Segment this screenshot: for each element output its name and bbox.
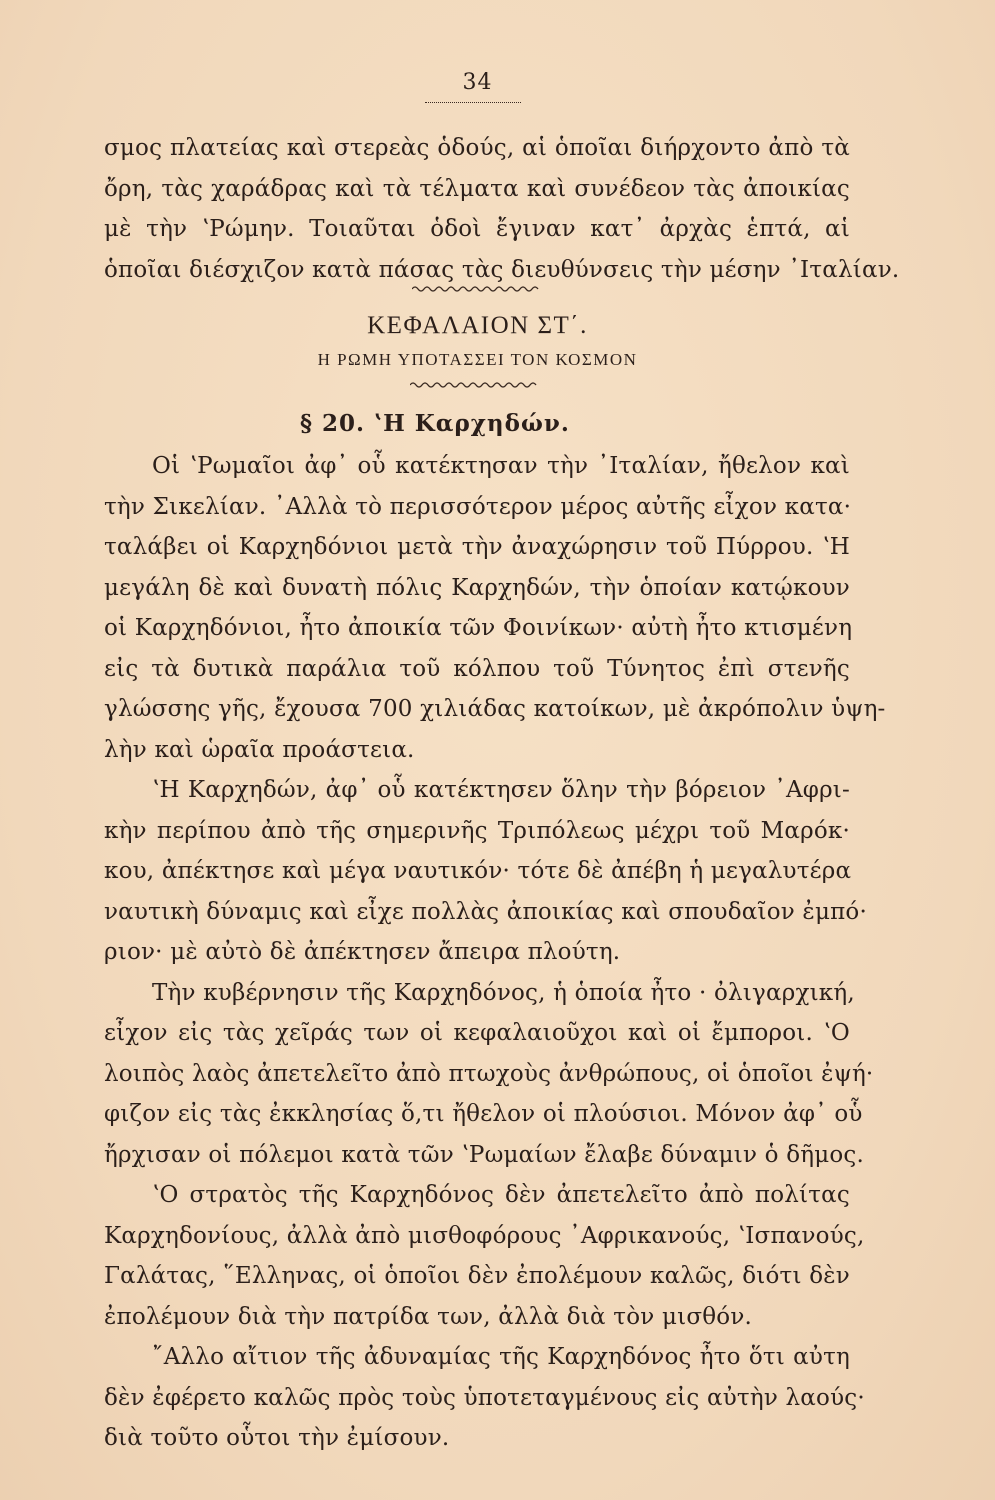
text-line: ριον· μὲ αὐτὸ δὲ ἀπέκτησεν ἄπειρα πλούτη. <box>104 939 621 965</box>
paragraph-first-line: Οἱ ʽΡωμαῖοι ἀφ᾽ οὗ κατέκτησαν τὴν ᾿Ιταλίαν, ἤθελον καὶ <box>152 453 850 479</box>
text-line: γλώσσης γῆς, ἔχουσα 700 χιλιάδας κατοίκων, μὲ ἀκρόπολιν ὑψη- <box>104 696 886 722</box>
paragraph-first-line: ʽΟ στρατὸς τῆς Καρχηδόνος δὲν ἀπετελεῖτο ἀπὸ πολίτας <box>152 1182 850 1208</box>
text-line: διὰ τοῦτο οὗτοι τὴν ἐμίσουν. <box>104 1425 450 1451</box>
text-line: Καρχηδονίους, ἀλλὰ ἀπὸ μισθοφόρους ᾿Αφρικανούς, ʽΙσπανούς, <box>104 1222 865 1249</box>
paragraph-first-line: Τὴν κυβέρνησιν τῆς Καρχηδόνος, ἡ ὁποία ἦτο · ὀλιγαρχική, <box>152 979 855 1006</box>
text-line: μεγάλη δὲ καὶ δυνατὴ πόλις Καρχηδών, τὴν ὁποίαν κατῴκουν <box>104 574 850 601</box>
chapter-subtitle: Η ΡΩΜΗ ΥΠΟΤΑΣΣΕΙ ΤΟΝ ΚΟΣΜΟΝ <box>317 350 638 369</box>
text-line: κὴν περίπου ἀπὸ τῆς σημερινῆς Τριπόλεως μέχρι τοῦ Μαρόκ· <box>104 817 850 844</box>
text-line: μὲ τὴν ʽΡώμην. Τοιαῦται ὁδοὶ ἔγιναν κατ᾽ ἀρχὰς ἑπτά, αἱ <box>104 216 850 242</box>
wavy-divider-ornament <box>412 284 542 294</box>
text-line: ὁποῖαι διέσχιζον κατὰ πάσας τὰς διευθύνσεις τὴν μέσην ᾿Ιταλίαν. <box>104 256 900 283</box>
text-line: τὴν Σικελίαν. ᾿Αλλὰ τὸ περισσότερον μέρος αὐτῆς εἶχον κατα· <box>104 493 852 520</box>
text-line: ταλάβει οἱ Καρχηδόνιοι μετὰ τὴν ἀναχώρησιν τοῦ Πύρρου. ʽΗ <box>104 534 850 560</box>
text-line: ἐπολέμουν διὰ τὴν πατρίδα των, ἀλλὰ διὰ τὸν μισθόν. <box>104 1303 753 1330</box>
chapter-title: ΚΕΦΑΛΑΙΟΝ ΣΤ΄. <box>367 312 588 339</box>
text-line: ἤρχισαν οἱ πόλεμοι κατὰ τῶν ʽΡωμαίων ἔλαβε δύναμιν ὁ δῆμος. <box>104 1141 865 1168</box>
page-number-rule <box>425 102 521 103</box>
paragraph-first-line: ʽΗ Καρχηδών, ἀφ᾽ οὗ κατέκτησεν ὅλην τὴν βόρειον ᾿Αφρι- <box>152 777 850 803</box>
text-line: σμος πλατείας καὶ στερεὰς ὁδούς, αἱ ὁποῖαι διήρχοντο ἀπὸ τὰ <box>104 135 850 161</box>
text-line: οἱ Καρχηδόνιοι, ἦτο ἀποικία τῶν Φοινίκων· αὐτὴ ἦτο κτισμένη <box>104 615 853 641</box>
section-heading: § 20. ʽΗ Καρχηδών. <box>300 410 570 437</box>
text-line: φιζον εἰς τὰς ἐκκλησίας ὅ,τι ἤθελον οἱ πλούσιοι. Μόνον ἀφ᾽ οὗ <box>104 1101 863 1127</box>
text-line: εἰς τὰ δυτικὰ παράλια τοῦ κόλπου τοῦ Τύνητος ἐπὶ στενῆς <box>104 655 850 682</box>
text-line: ναυτικὴ δύναμις καὶ εἶχε πολλὰς ἀποικίας καὶ σπουδαῖον ἐμπό· <box>104 898 867 925</box>
text-line: λοιπὸς λαὸς ἀπετελεῖτο ἀπὸ πτωχοὺς ἀνθρώπους, οἱ ὁποῖοι ἐψή· <box>104 1060 874 1087</box>
text-line: εἶχον εἰς τὰς χεῖράς των οἱ κεφαλαιοῦχοι καὶ οἱ ἔμποροι. ʽΟ <box>104 1020 850 1046</box>
page-number: 34 <box>462 70 493 95</box>
body-text <box>104 446 886 1459</box>
text-line: κου, ἀπέκτησε καὶ μέγα ναυτικόν· τότε δὲ ἀπέβη ἡ μεγαλυτέρα <box>104 858 852 884</box>
text-line: λὴν καὶ ὡραῖα προάστεια. <box>104 736 415 763</box>
wavy-divider-ornament <box>410 380 540 390</box>
text-line: Γαλάτας, ῞Ελληνας, οἱ ὁποῖοι δὲν ἐπολέμουν καλῶς, διότι δὲν <box>104 1263 850 1289</box>
text-line: ὄρη, τὰς χαράδρας καὶ τὰ τέλματα καὶ συνέδεον τὰς ἀποικίας <box>104 175 850 202</box>
wavy-divider-icon <box>412 284 542 294</box>
text-line: δὲν ἐφέρετο καλῶς πρὸς τοὺς ὑποτεταγμένους εἰς αὐτὴν λαούς· <box>104 1384 865 1411</box>
paragraph-first-line: ῎Αλλο αἴτιον τῆς ἀδυναμίας τῆς Καρχηδόνος ἦτο ὅτι αὐτη <box>152 1344 850 1370</box>
wavy-divider-icon <box>410 380 540 390</box>
previous-section-text <box>104 128 900 290</box>
